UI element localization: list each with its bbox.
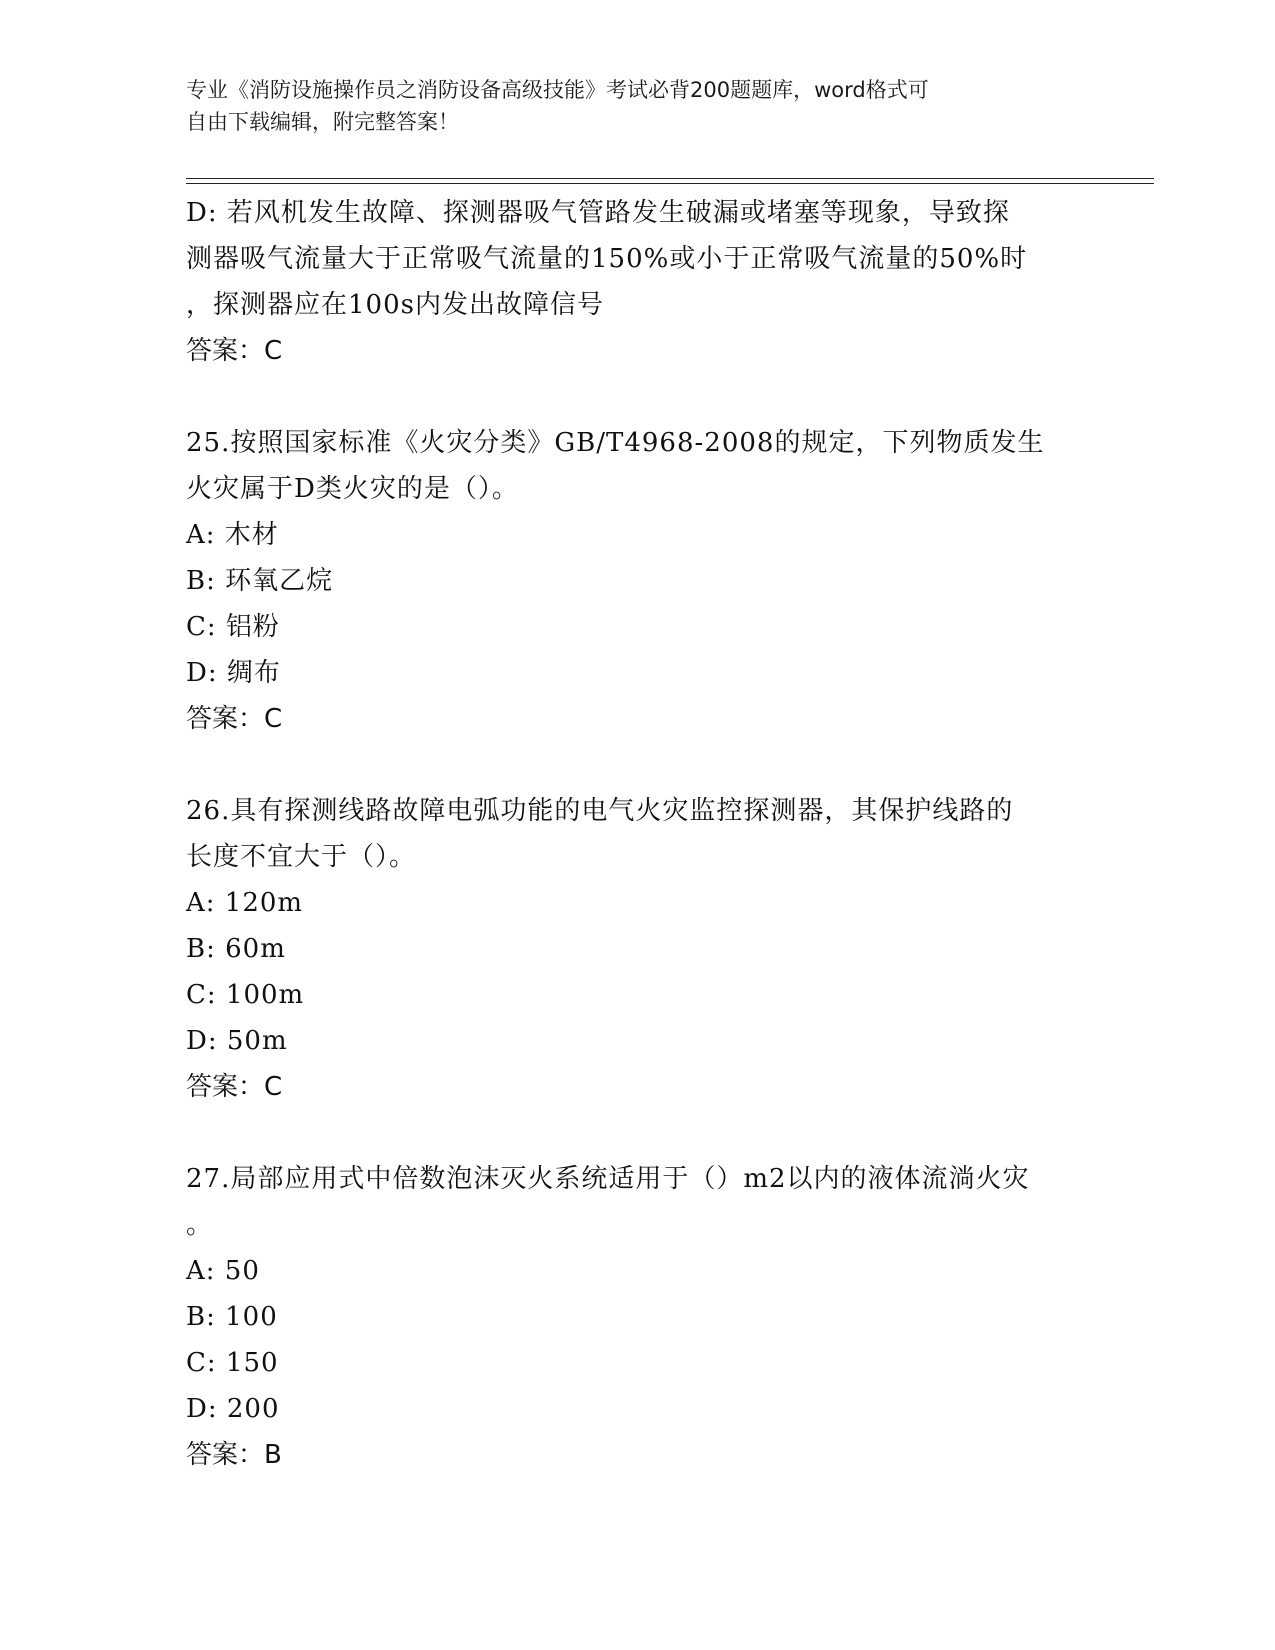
option-line: 测器吸气流量大于正常吸气流量的150%或小于正常吸气流量的50%时 — [186, 244, 1028, 274]
option-line: D: 若风机发生故障、探测器吸气管路发生破漏或堵塞等现象，导致探 — [186, 198, 1010, 228]
option-b: B: 环氧乙烷 — [186, 566, 334, 596]
question-stem: 25.按照国家标准《火灾分类》GB/T4968-2008的规定，下列物质发生 — [186, 428, 1045, 458]
option-line: ，探测器应在100s内发出故障信号 — [186, 290, 604, 320]
header-divider — [186, 183, 1154, 184]
header-divider — [186, 178, 1154, 179]
option-a: A: 50 — [186, 1256, 260, 1286]
answer-line: 答案：C — [186, 704, 283, 734]
option-a: A: 120m — [186, 888, 304, 918]
option-d: D: 绸布 — [186, 658, 281, 688]
question-26 — [186, 788, 1086, 1110]
header-line: 专业《消防设施操作员之消防设备高级技能》考试必背200题题库，word格式可 — [186, 78, 929, 102]
option-c: C: 铝粉 — [186, 612, 280, 642]
option-d: D: 50m — [186, 1026, 288, 1056]
continued-option — [186, 190, 1086, 328]
option-c: C: 150 — [186, 1348, 279, 1378]
answer-line: 答案：B — [186, 1440, 282, 1470]
option-a: A: 木材 — [186, 520, 279, 550]
option-c: C: 100m — [186, 980, 305, 1010]
option-b: B: 60m — [186, 934, 286, 964]
option-b: B: 100 — [186, 1302, 278, 1332]
question-stem: 27.局部应用式中倍数泡沫灭火系统适用于（）m2以内的液体流淌火灾 — [186, 1164, 1030, 1194]
question-stem: 26.具有探测线路故障电弧功能的电气火灾监控探测器，其保护线路的 — [186, 796, 1014, 826]
document-header — [186, 74, 1066, 138]
question-25 — [186, 420, 1086, 742]
header-line: 自由下载编辑，附完整答案！ — [186, 110, 459, 134]
question-stem: 火灾属于D类火灾的是（）。 — [186, 474, 519, 504]
question-stem: 长度不宜大于（）。 — [186, 842, 417, 872]
question-content — [186, 190, 1086, 1478]
answer-line: 答案：C — [186, 336, 283, 366]
question-27 — [186, 1156, 1086, 1478]
option-d: D: 200 — [186, 1394, 280, 1424]
question-stem: 。 — [186, 1210, 214, 1240]
answer-line: 答案：C — [186, 1072, 283, 1102]
